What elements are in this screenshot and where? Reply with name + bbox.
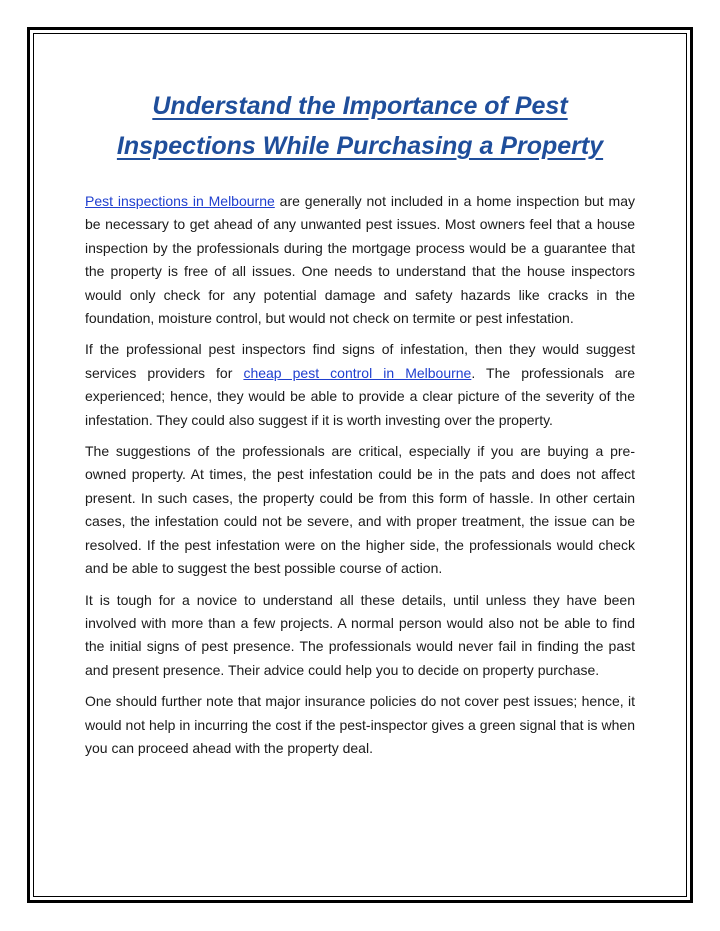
paragraph-2 — [85, 338, 635, 432]
paragraph-3: The suggestions of the professionals are critical, especially if you are buying a pre-owned property. At times, the pest infestation could be in the pats and does not affect present. In such cases, the property could be from this form of hassle. In other certain cases, the infestation could not be severe, and with proper treatment, the issue can be resolved. If the pest infestation were on the higher side, the professionals would check and be able to suggest the best possible course of action. — [85, 443, 635, 577]
paragraph-5: One should further note that major insurance policies do not cover pest issues; hence, it would not help in incurring the cost if the pest-inspector gives a green signal that is when you can proceed ahead with the property deal. — [85, 693, 635, 756]
paragraph-4: It is tough for a novice to understand all these details, until unless they have been involved with more than a few projects. A normal person would also not be able to find the initial signs of pest presence. The professionals would never fail in finding the past and present presence. Their advice could help you to decide on property purchase. — [85, 591, 635, 678]
title-line-1: Understand the Importance of Pest — [152, 92, 568, 120]
paragraph-2-text-after: . The professionals are experienced; hence, they would be able to provide a clear picture of the severity of the infestation. They could also suggest if it is worth investing over the property. — [85, 364, 635, 428]
paragraph-2-text-before: If the professional pest inspectors find signs of infestation, then they would suggest services providers for — [85, 341, 635, 381]
document-title — [85, 86, 635, 166]
paragraph-1-text: are generally not included in a home inspection but may be necessary to get ahead of any unwanted pest issues. Most owners feel that a house inspection by the professionals during the mortgage process would be a guarantee that the property is free of all issues. One needs to understand that the house inspectors would only check for any potential damage and safety hazards like cracks in the foundation, moisture control, but would not check on termite or pest infestation. — [85, 193, 635, 327]
paragraph-1 — [85, 190, 635, 330]
cheap-pest-control-melbourne-link[interactable]: cheap pest control in Melbourne — [243, 364, 472, 381]
title-line-2: Inspections While Purchasing a Property — [116, 132, 604, 160]
pest-inspections-melbourne-link[interactable]: Pest inspections in Melbourne — [85, 193, 275, 209]
document-body — [85, 86, 635, 768]
